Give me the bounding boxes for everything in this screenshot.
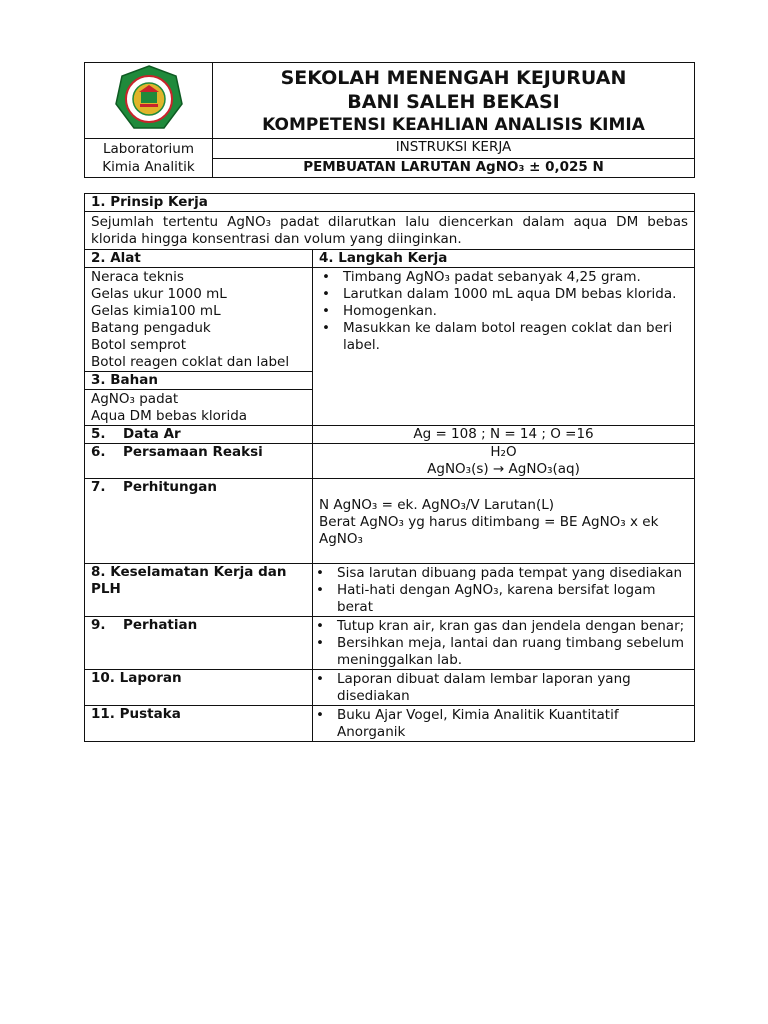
laporan-label [85,670,313,706]
langkah-item: • Homogenkan. [319,303,688,320]
laporan-title: Laporan [119,670,182,686]
perhitungan-num: 7. [91,479,106,495]
perhatian-item: • Tutup kran air, kran gas dan jendela dengan benar; [313,618,688,635]
perhatian-title: Perhatian [123,617,198,633]
school-name-line2: BANI SALEH BEKASI [347,91,560,113]
alat-title: 2. Alat [85,250,313,268]
keselamatan-label [85,564,313,617]
langkah-list [313,268,695,426]
bahan-item: AgNO₃ padat [91,391,179,407]
langkah-item: • Larutkan dalam 1000 mL aqua DM bebas klorida. [319,286,688,303]
keselamatan-item: • Hati-hati dengan AgNO₃, karena bersifat logam berat [313,582,688,616]
bahan-title: 3. Bahan [85,372,313,390]
instruction-table [84,193,695,742]
pustaka-label [85,706,313,742]
reaksi-equation: AgNO₃(s) → AgNO₃(aq) [427,461,580,477]
reaksi-label [85,444,313,479]
langkah-item: • Timbang AgNO₃ padat sebanyak 4,25 gram. [319,269,688,286]
data-ar-value: Ag = 108 ; N = 14 ; O =16 [313,426,695,444]
perhitungan-label [85,479,313,564]
perhatian-label [85,617,313,670]
alat-item: Botol reagen coklat dan label [91,354,290,370]
keselamatan-item: • Sisa larutan dibuang pada tempat yang disediakan [313,565,688,582]
laporan-list [313,670,695,706]
alat-list [85,268,313,372]
lab-line2: Kimia Analitik [102,159,195,175]
pustaka-list [313,706,695,742]
bahan-item: Aqua DM bebas klorida [91,408,248,424]
perhitungan-body [313,479,695,564]
bahan-list [85,390,313,426]
alat-item: Gelas ukur 1000 mL [91,286,227,302]
lab-cell [85,139,213,178]
department-title: KOMPETENSI KEAHLIAN ANALISIS KIMIA [262,115,645,135]
keselamatan-title: Keselamatan Kerja dan PLH [91,564,287,597]
pustaka-num: 11. [91,706,115,722]
reaksi-num: 6. [91,444,106,460]
logo-cell [85,63,213,139]
lab-line1: Laboratorium [102,141,194,157]
reaksi-over-arrow: H₂O [490,444,517,460]
data-ar-label [85,426,313,444]
pustaka-item: • Buku Ajar Vogel, Kimia Analitik Kuantitatif Anorganik [313,707,688,741]
keselamatan-list [313,564,695,617]
alat-item: Neraca teknis [91,269,184,285]
reaksi-equation-cell [313,444,695,479]
langkah-item: • Masukkan ke dalam botol reagen coklat dan beri label. [319,320,688,354]
perhatian-item: • Bersihkan meja, lantai dan ruang timbang sebelum meninggalkan lab. [313,635,688,669]
header-table [84,62,695,178]
doc-title: PEMBUATAN LARUTAN AgNO₃ ± 0,025 N [213,158,695,178]
data-ar-title: Data Ar [123,426,181,442]
doc-type: INSTRUKSI KERJA [213,139,695,159]
reaksi-title: Persamaan Reaksi [123,444,263,460]
school-name-line1: SEKOLAH MENENGAH KEJURUAN [280,67,627,89]
keselamatan-num: 8. [91,564,106,580]
laporan-num: 10. [91,670,115,686]
prinsip-title: 1. Prinsip Kerja [85,194,695,212]
langkah-title: 4. Langkah Kerja [313,250,695,268]
alat-item: Gelas kimia100 mL [91,303,221,319]
perhatian-list [313,617,695,670]
prinsip-text: Sejumlah tertentu AgNO₃ padat dilarutkan lalu diencerkan dalam aqua DM bebas klorida hingga konsentrasi dan volum yang diinginkan. [85,212,695,250]
laporan-item: • Laporan dibuat dalam lembar laporan yang disediakan [313,671,688,705]
perhitungan-title: Perhitungan [123,479,218,495]
school-title-cell [213,63,695,139]
perhitungan-line1: N AgNO₃ = ek. AgNO₃/V Larutan(L) [319,497,555,513]
data-ar-num: 5. [91,426,106,442]
alat-item: Batang pengaduk [91,320,211,336]
perhitungan-line2: Berat AgNO₃ yg harus ditimbang = BE AgNO₃ x ek AgNO₃ [319,514,659,547]
perhatian-num: 9. [91,617,106,633]
school-logo [114,64,184,132]
pustaka-title: Pustaka [119,706,181,722]
alat-item: Botol semprot [91,337,186,353]
